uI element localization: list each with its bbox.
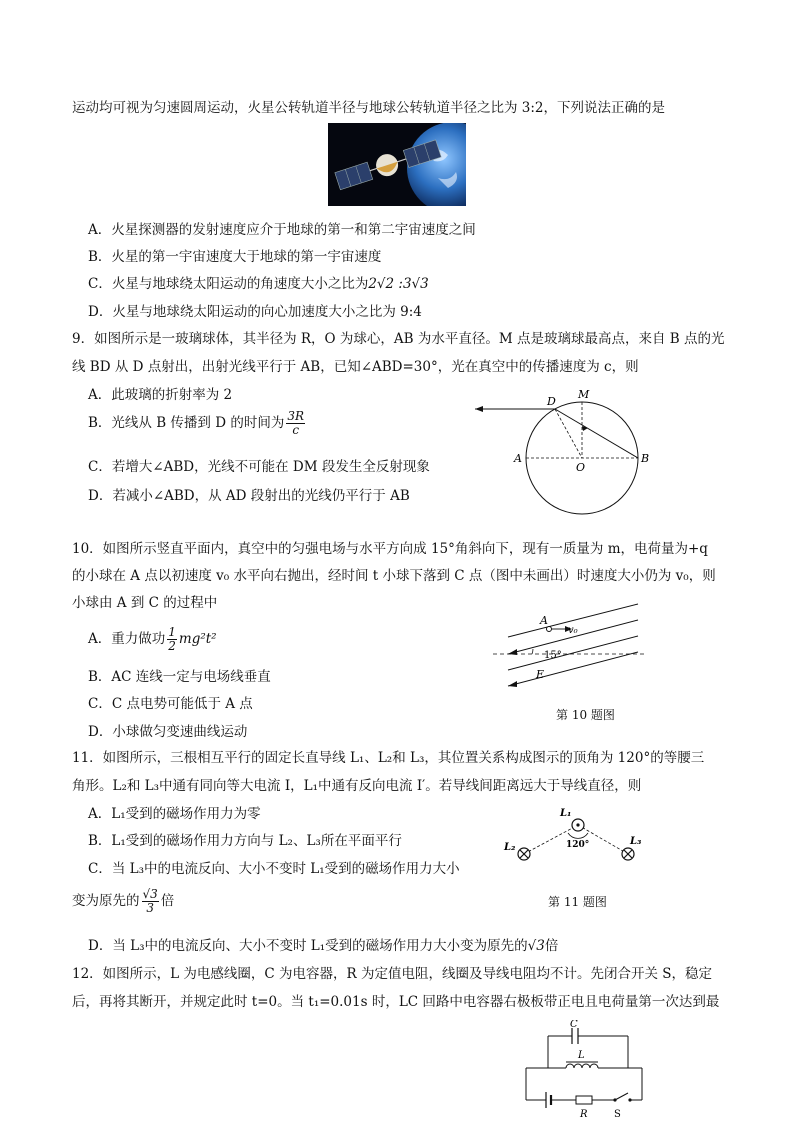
label-c: C: [570, 1020, 578, 1030]
q9-option-b: [88, 410, 307, 437]
q9-option-d: D．若减小∠ABD，从 AD 段射出的光线仍平行于 AB: [88, 488, 410, 504]
q8-option-c: [88, 272, 429, 292]
q9-glass-sphere-diagram: [470, 385, 660, 515]
q11-figure-caption: 第 11 题图: [548, 895, 607, 909]
label-l3: L₃: [630, 836, 642, 847]
q11-option-c-line2: [72, 888, 174, 915]
q11-option-d-math: √3: [527, 938, 545, 954]
label-l1: L₁: [560, 808, 572, 819]
q8-option-b: B．火星的第一宇宙速度大于地球的第一宇宙速度: [88, 249, 382, 265]
q9-stem-line2: 线 BD 从 D 点射出，出射光线平行于 AB，已知∠ABD=30°，光在真空中的传播速度为 c，则: [72, 359, 639, 375]
q11-stem-line1: 11．如图所示，三根相互平行的固定长直导线 L₁、L₂和 L₃，其位置关系构成图示的顶角为 120°的等腰三: [72, 750, 705, 766]
q10-stem-line1: 10．如图所示竖直平面内，真空中的匀强电场与水平方向成 15°角斜向下，现有一质量为 m，电荷量为+q: [72, 541, 708, 557]
fraction-numerator: 3R: [287, 409, 305, 423]
q12-stem-line1: 12．如图所示，L 为电感线圈，C 为电容器，R 为定值电阻，线圈及导线电阻均不计。先闭合开关 S，稳定: [72, 966, 713, 982]
q9-option-c: C．若增大∠ABD，光线不可能在 DM 段发生全反射现象: [88, 459, 430, 475]
q12-stem-line2: 后，再将其断开，并规定此时 t=0。当 t₁=0.01s 时，LC 回路中电容器右极板带正电且电荷量第一次达到最: [72, 994, 720, 1010]
q10-option-d: D．小球做匀变速曲线运动: [88, 724, 248, 740]
label-r: R: [580, 1109, 588, 1120]
q11-option-d: [88, 934, 558, 954]
q11-option-c-fraction: [142, 888, 159, 915]
q8-option-a: A．火星探测器的发射速度应介于地球的第一和第二宇宙速度之间: [88, 222, 476, 238]
label-b: B: [641, 452, 650, 465]
q10-option-a-text: A．重力做功: [88, 631, 166, 647]
q11-stem-line2: 角形。L₂和 L₃中通有同向等大电流 I，L₁中通有反向电流 I′。若导线间距离远大于导线直径，则: [72, 778, 642, 794]
q9-option-a: A．此玻璃的折射率为 2: [88, 387, 233, 403]
label-a: A: [514, 452, 522, 465]
q9-option-b-text: B．光线从 B 传播到 D 的时间为: [88, 415, 285, 431]
q10-electric-field-diagram: [488, 602, 648, 697]
q11-option-c-line1: C．当 L₃中的电流反向、大小不变时 L₁受到的磁场作用力大小: [88, 861, 460, 877]
label-a: A: [540, 614, 548, 627]
q8-intro: 运动均可视为匀速圆周运动，火星公转轨道半径与地球公转轨道半径之比为 3:2，下列说法正确的是: [72, 100, 666, 116]
q8-option-c-text: C．火星与地球绕太阳运动的角速度大小之比为: [88, 276, 369, 292]
fraction-denominator: c: [292, 423, 300, 437]
fraction-numerator: 1: [168, 625, 176, 639]
q10-stem-line2: 的小球在 A 点以初速度 v₀ 水平向右抛出，经时间 t 小球下落到 C 点（图中未画出）时速度大小仍为 v₀，则: [72, 568, 716, 584]
label-v0: v₀: [568, 625, 578, 636]
label-d: D: [547, 395, 556, 408]
q8-option-d: D．火星与地球绕太阳运动的向心加速度大小之比为 9:4: [88, 304, 422, 320]
q10-option-b: B．AC 连线一定与电场线垂直: [88, 669, 271, 685]
q11-option-b: B．L₁受到的磁场作用力方向与 L₂、L₃所在平面平行: [88, 833, 402, 849]
q11-option-c-text: 变为原先的: [72, 893, 140, 909]
q11-option-c-suffix: 倍: [160, 893, 175, 909]
q9-option-b-fraction: [286, 410, 305, 437]
mars-probe-photo: [328, 123, 466, 206]
q10-option-a: [88, 626, 217, 653]
q11-wires-diagram: [500, 806, 650, 868]
fraction-denominator: 3: [146, 901, 154, 915]
q11-option-a: A．L₁受到的磁场作用力为零: [88, 806, 261, 822]
label-o: O: [576, 461, 586, 474]
q11-option-d-text: D．当 L₃中的电流反向、大小不变时 L₁受到的磁场作用力大小变为原先的: [88, 938, 528, 954]
q10-option-a-fraction: [167, 626, 177, 653]
q8-option-c-math: 2√2 :3√3: [368, 276, 429, 292]
fraction-numerator: √3: [142, 887, 158, 901]
q12-lc-circuit-diagram: [518, 1020, 648, 1120]
label-angle-120: 120°: [566, 840, 590, 850]
label-e: E: [536, 668, 545, 681]
fraction-denominator: 2: [168, 639, 176, 653]
q10-option-a-math: mg²t²: [178, 631, 217, 647]
q11-option-d-suffix: 倍: [544, 938, 559, 954]
label-l2: L₂: [504, 842, 516, 853]
q10-stem-line3: 小球由 A 到 C 的过程中: [72, 595, 218, 611]
q10-figure-caption: 第 10 题图: [556, 708, 615, 722]
label-l: L: [578, 1050, 585, 1061]
label-angle-15: 15°: [544, 650, 562, 661]
label-m: M: [578, 388, 590, 401]
label-s: S: [614, 1109, 621, 1120]
q9-stem-line1: 9．如图所示是一玻璃球体，其半径为 R，O 为球心，AB 为水平直径。M 点是玻璃球最高点，来自 B 点的光: [72, 331, 725, 347]
q10-option-c: C．C 点电势可能低于 A 点: [88, 696, 253, 712]
